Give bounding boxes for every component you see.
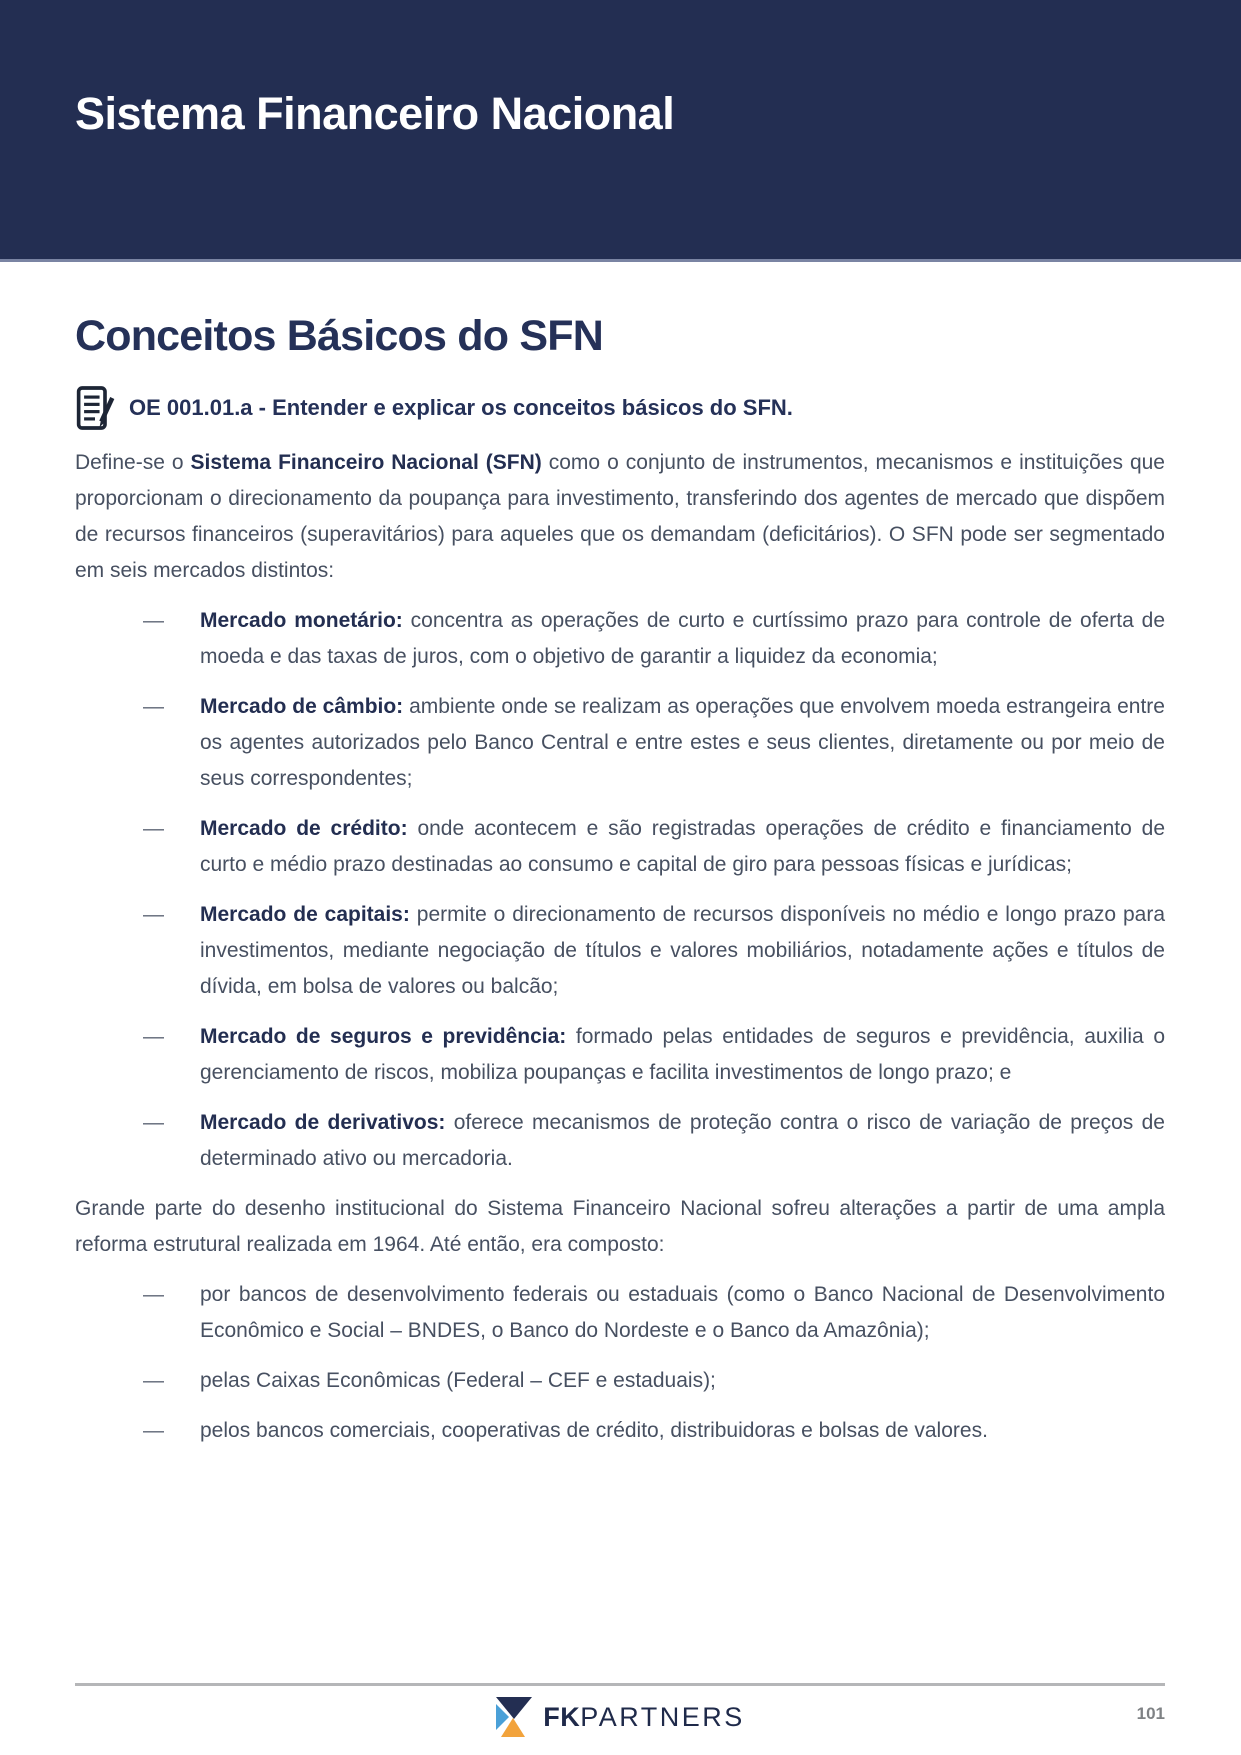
market-lead: Mercado de crédito: [200, 817, 408, 840]
dash-bullet: — [143, 1283, 164, 1306]
fk-partners-logo [495, 1696, 745, 1738]
list-item [75, 689, 1165, 797]
page-number: 101 [1136, 1704, 1165, 1723]
market-text: concentra as operações de curto e curtíssimo prazo para controle de oferta de moeda e das taxas de juros, com o objetivo de garantir a liquidez da economia; [200, 609, 1165, 668]
logo-fk: FK [543, 1701, 581, 1732]
page-title: Sistema Financeiro Nacional [75, 88, 675, 139]
market-lead: Mercado monetário: [200, 609, 403, 632]
footer-divider [75, 1683, 1165, 1686]
market-text: permite o direcionamento de recursos disponíveis no médio e longo prazo para investimentos, mediante negociação de títulos e valores mobiliários, notadamente ações e títulos de dívida, em bolsa de valores ou balcão; [200, 903, 1166, 998]
history-list [75, 1277, 1165, 1449]
market-lead: Mercado de câmbio: [200, 695, 404, 718]
logo-partners: PARTNERS [580, 1701, 745, 1732]
market-text: onde acontecem e são registradas operações de crédito e financiamento de curto e médio prazo destinadas ao consumo e capital de giro para pessoas físicas e jurídicas; [200, 817, 1166, 876]
intro-bold-term: Sistema Financeiro Nacional (SFN) [190, 451, 542, 474]
dash-bullet: — [143, 1025, 164, 1048]
history-text: pelos bancos comerciais, cooperativas de crédito, distribuidoras e bolsas de valores. [200, 1419, 988, 1442]
list-item [75, 603, 1165, 675]
dash-bullet: — [143, 609, 164, 632]
logo-wordmark [543, 1702, 745, 1733]
market-lead: Mercado de capitais: [200, 903, 410, 926]
market-text: ambiente onde se realizam as operações que envolvem moeda estrangeira entre os agentes autorizados pelo Banco Central e entre estes e seus clientes, diretamente ou por meio de seus correspondentes; [200, 695, 1165, 790]
reform-paragraph: Grande parte do desenho institucional do Sistema Financeiro Nacional sofreu alterações a partir de uma ampla reforma estrutural realizada em 1964. Até então, era composto: [75, 1197, 1165, 1256]
note-pencil-icon [75, 385, 115, 431]
dash-bullet: — [143, 1111, 164, 1134]
intro-post: como o conjunto de instrumentos, mecanismos e instituições que proporcionam o direcionamento da poupança para investimento, transferindo dos agentes de mercado que dispõem de recursos financeiros (superavitários) para aqueles que os demandam (deficitários). O SFN pode ser segmentado em seis mercados distintos: [75, 451, 1165, 582]
list-item [75, 1413, 1165, 1449]
intro-pre: Define-se o [75, 451, 191, 474]
list-item [75, 1363, 1165, 1399]
list-item [75, 811, 1165, 883]
markets-list [75, 603, 1165, 1177]
learning-objective [75, 385, 1165, 431]
dash-bullet: — [143, 817, 164, 840]
dash-bullet: — [143, 903, 164, 926]
dash-bullet: — [143, 1419, 164, 1442]
market-lead: Mercado de derivativos: [200, 1111, 446, 1134]
objective-text: OE 001.01.a - Entender e explicar os conceitos básicos do SFN. [129, 395, 793, 420]
list-item [75, 1019, 1165, 1091]
dash-bullet: — [143, 695, 164, 718]
title-band [0, 0, 1241, 262]
list-item [75, 1277, 1165, 1349]
market-text: formado pelas entidades de seguros e previdência, auxilia o gerenciamento de riscos, mobiliza poupanças e facilita investimentos de longo prazo; e [200, 1025, 1165, 1084]
list-item [75, 1105, 1165, 1177]
intro-paragraph [75, 445, 1165, 589]
page-footer [75, 1683, 1165, 1738]
market-lead: Mercado de seguros e previdência: [200, 1025, 567, 1048]
list-item [75, 897, 1165, 1005]
history-text: pelas Caixas Econômicas (Federal – CEF e estaduais); [200, 1369, 716, 1392]
dash-bullet: — [143, 1369, 164, 1392]
fk-partners-logo-icon [495, 1696, 533, 1738]
main-content [0, 312, 1241, 1449]
section-heading: Conceitos Básicos do SFN [75, 312, 603, 360]
market-text: oferece mecanismos de proteção contra o risco de variação de preços de determinado ativo ou mercadoria. [200, 1111, 1165, 1170]
history-text: por bancos de desenvolvimento federais ou estaduais (como o Banco Nacional de Desenvolvimento Econômico e Social – BNDES, o Banco do Nordeste e o Banco da Amazônia); [200, 1283, 1165, 1342]
